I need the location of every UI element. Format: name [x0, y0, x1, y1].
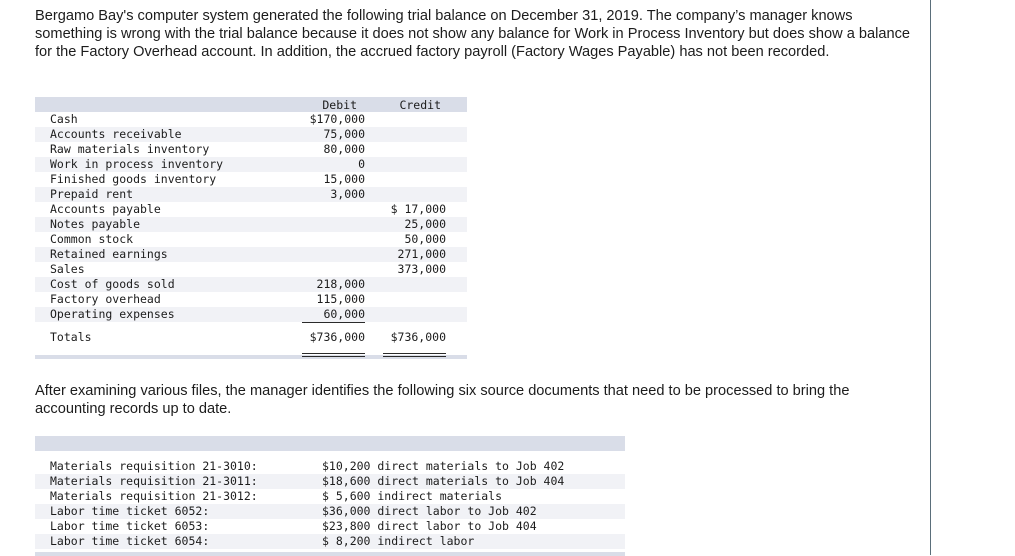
source-documents-rows	[35, 459, 625, 549]
trial-balance-row	[35, 187, 467, 202]
credit-amount: 50,000	[404, 232, 446, 246]
document-name: Materials requisition 21-3011:	[50, 474, 258, 488]
document-name: Labor time ticket 6052:	[50, 504, 210, 518]
followup-paragraph: After examining various files, the manager identifies the following six source documents that need to be processed to bring the accounting records up to date.	[35, 383, 850, 417]
debit-total-double-underline	[302, 353, 365, 357]
trial-balance-table	[35, 97, 467, 359]
debit-amount: 0	[358, 157, 365, 171]
trial-balance-row	[35, 247, 467, 262]
totals-credit: $736,000	[390, 330, 446, 344]
account-name: Cash	[50, 112, 78, 126]
trial-balance-row	[35, 127, 467, 142]
debit-amount: 60,000	[323, 307, 365, 321]
document-description: $36,000 direct labor to Job 402	[322, 504, 537, 518]
debit-amount: 3,000	[330, 187, 365, 201]
source-document-row	[35, 504, 625, 519]
trial-balance-row	[35, 172, 467, 187]
credit-total-double-underline	[383, 353, 446, 357]
account-name: Factory overhead	[50, 292, 161, 306]
trial-balance-row	[35, 307, 467, 322]
document-name: Labor time ticket 6053:	[50, 519, 210, 533]
trial-balance-row	[35, 112, 467, 127]
account-name: Raw materials inventory	[50, 142, 210, 156]
trial-balance-row	[35, 292, 467, 307]
debit-amount: 75,000	[323, 127, 365, 141]
intro-paragraph: Bergamo Bay's computer system generated the following trial balance on December 31, 2019. The company’s manager knows something is wrong with the trial balance because it does not show any balance for Work in Process Inventory but does show a balance for the Factory Overhead account. In addition, the accrued factory payroll (Factory Wages Payable) has not been recorded.	[35, 8, 911, 60]
source-document-row	[35, 489, 625, 504]
trial-balance-row	[35, 262, 467, 277]
credit-amount: 271,000	[397, 247, 446, 261]
debit-amount: 218,000	[316, 277, 365, 291]
source-documents-table	[35, 436, 625, 556]
document-description: $23,800 direct labor to Job 404	[322, 519, 537, 533]
debit-underline	[302, 322, 365, 323]
trial-balance-row	[35, 277, 467, 292]
document-name: Labor time ticket 6054:	[50, 534, 210, 548]
debit-amount: 15,000	[323, 172, 365, 186]
document-name: Materials requisition 21-3012:	[50, 489, 258, 503]
trial-balance-row	[35, 142, 467, 157]
source-document-row	[35, 534, 625, 549]
account-name: Cost of goods sold	[50, 277, 175, 291]
account-name: Accounts receivable	[50, 127, 182, 141]
totals-label: Totals	[50, 330, 92, 344]
document-name: Materials requisition 21-3010:	[50, 459, 258, 473]
source-document-row	[35, 474, 625, 489]
source-document-row	[35, 519, 625, 534]
account-name: Sales	[50, 262, 85, 276]
source-document-row	[35, 459, 625, 474]
totals-debit: $736,000	[309, 330, 365, 344]
account-name: Work in process inventory	[50, 157, 224, 171]
account-name: Accounts payable	[50, 202, 161, 216]
debit-header: Debit	[322, 98, 357, 112]
account-name: Prepaid rent	[50, 187, 134, 201]
debit-amount: $170,000	[309, 112, 365, 126]
right-divider	[930, 0, 931, 555]
account-name: Notes payable	[50, 217, 141, 231]
totals-row	[35, 326, 467, 349]
credit-amount: $ 17,000	[390, 202, 446, 216]
document-description: $ 8,200 indirect labor	[322, 534, 475, 548]
credit-amount: 25,000	[404, 217, 446, 231]
debit-amount: 115,000	[316, 292, 365, 306]
trial-balance-row	[35, 217, 467, 232]
trial-balance-row	[35, 202, 467, 217]
trial-balance-row	[35, 232, 467, 247]
trial-balance-row	[35, 157, 467, 172]
debit-amount: 80,000	[323, 142, 365, 156]
account-name: Operating expenses	[50, 307, 175, 321]
trial-balance-rows	[35, 112, 467, 322]
trial-balance-header	[35, 97, 467, 112]
account-name: Common stock	[50, 232, 134, 246]
account-name: Retained earnings	[50, 247, 168, 261]
document-description: $18,600 direct materials to Job 404	[322, 474, 565, 488]
account-name: Finished goods inventory	[50, 172, 217, 186]
document-description: $10,200 direct materials to Job 402	[322, 459, 565, 473]
credit-header: Credit	[399, 98, 441, 112]
source-documents-header	[35, 436, 625, 451]
credit-amount: 373,000	[397, 262, 446, 276]
source-documents-footer	[35, 552, 625, 556]
document-description: $ 5,600 indirect materials	[322, 489, 503, 503]
